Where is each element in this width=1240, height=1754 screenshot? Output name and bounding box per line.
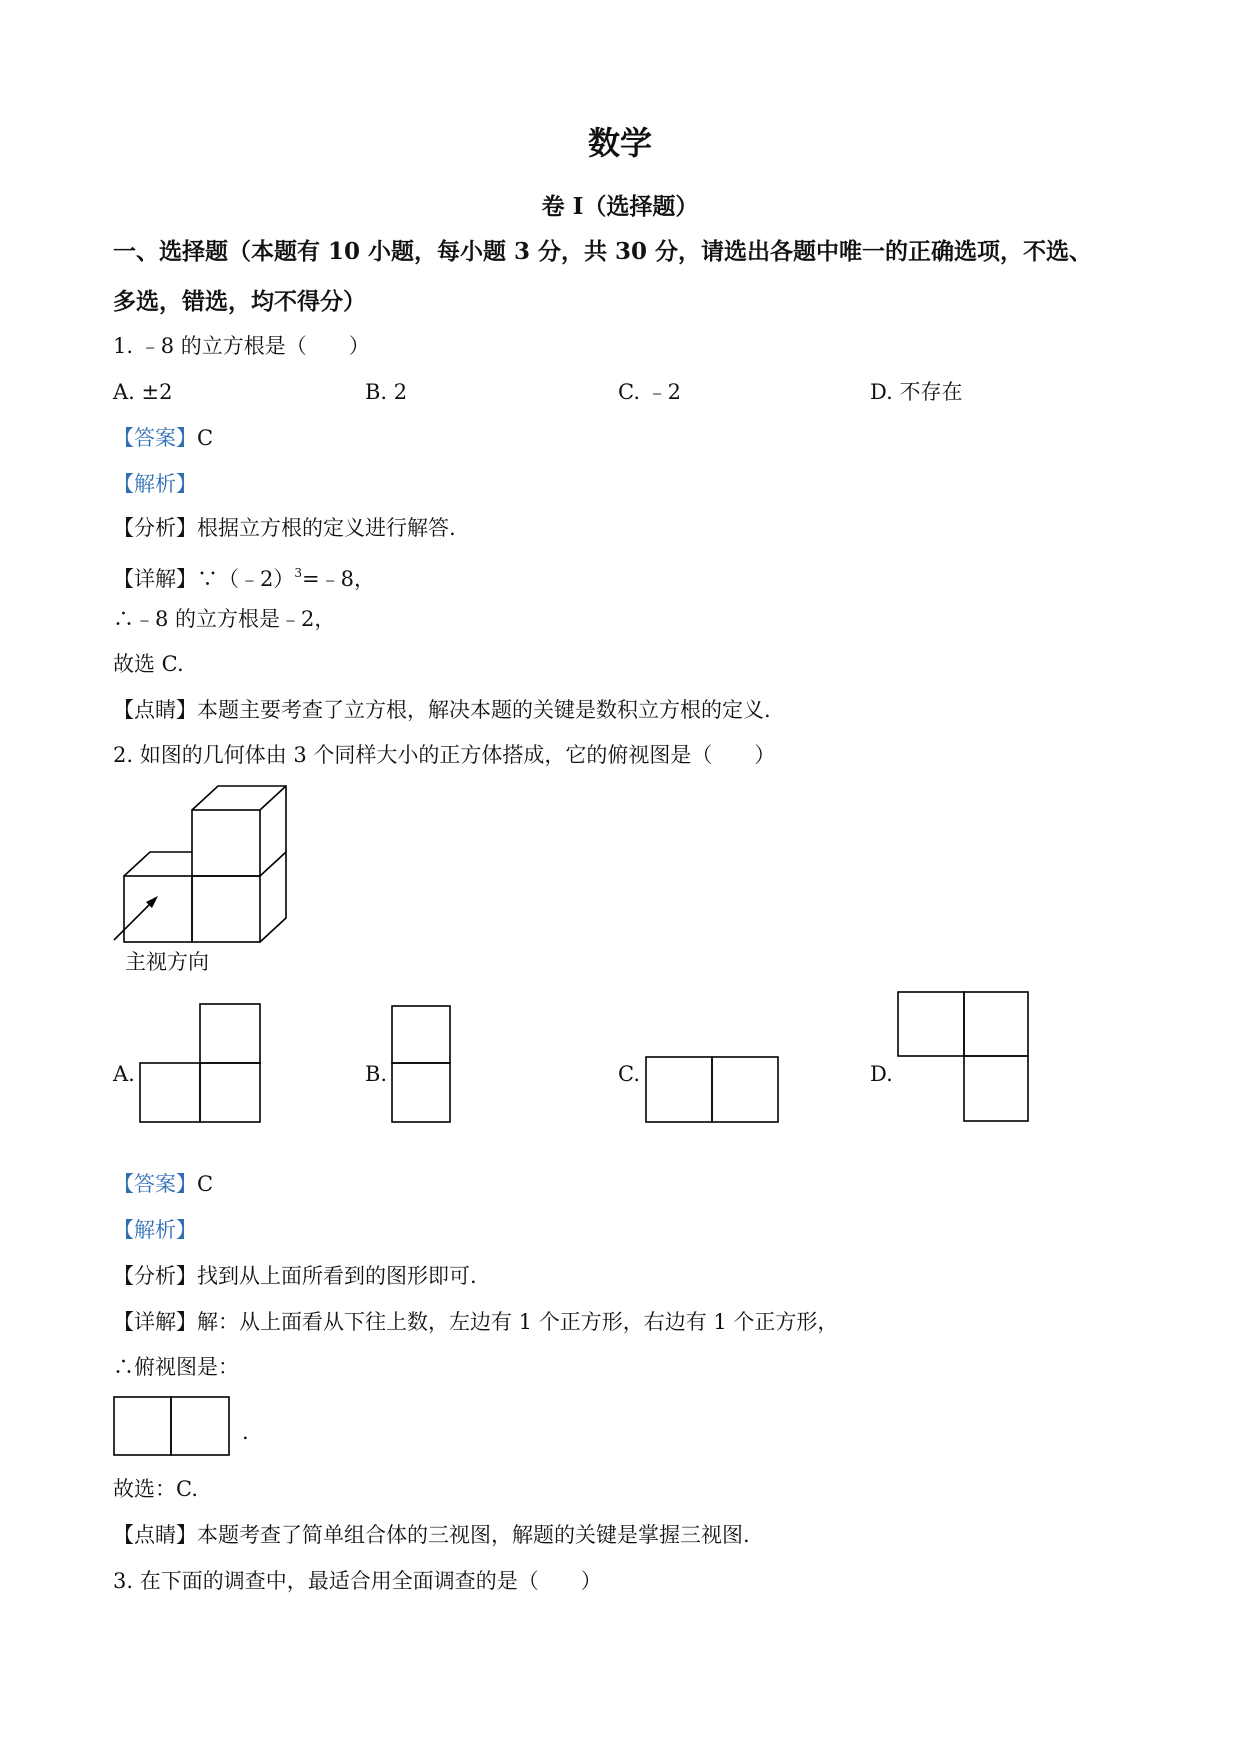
figure-caption: 主视方向 (125, 950, 209, 974)
q2-option-b-figure (390, 1004, 454, 1124)
q2-choose: 故选：C. (113, 1477, 198, 1501)
q1-option-d: D. 不存在 (870, 380, 963, 404)
q2-stem: 2. 如图的几何体由 3 个同样大小的正方体搭成，它的俯视图是（ ） (113, 743, 776, 767)
q2-therefore: ∴俯视图是： (113, 1355, 239, 1379)
section-heading-line1: 一、选择题（本题有 10 小题，每小题 3 分，共 30 分，请选出各题中唯一的正确选项，不选、 (113, 238, 1093, 265)
q1-detail-suffix: =﹣8， (302, 567, 375, 591)
q2-jiexi-label: 【解析】 (113, 1218, 197, 1242)
answer-value: C (197, 426, 214, 450)
q2-top-view-figure (112, 1395, 234, 1459)
answer-value: C (197, 1172, 214, 1196)
q1-jiexi-label: 【解析】 (113, 472, 197, 496)
q1-answer (113, 424, 213, 452)
cube-bottom-left (124, 876, 192, 942)
q2-analysis: 【分析】找到从上面所看到的图形即可. (113, 1264, 477, 1288)
q1-comment: 【点睛】本题主要考查了立方根，解决本题的关键是数积立方根的定义. (113, 698, 771, 722)
cube-top-outline (192, 786, 286, 852)
q2-option-d-figure (896, 990, 1036, 1124)
q2-option-c-figure (644, 1055, 784, 1125)
q1-detail-exponent: 3 (294, 566, 303, 580)
q2-detail: 【详解】解：从上面看从下往上数，左边有 1 个正方形，右边有 1 个正方形， (113, 1310, 839, 1334)
page-title: 数学 (587, 124, 652, 162)
cube-top-front (192, 810, 260, 876)
q2-option-b-label: B. (365, 1062, 388, 1086)
q2-figure-period: . (242, 1420, 249, 1444)
q1-option-c: C. ﹣2 (618, 380, 682, 404)
cube-right-side (260, 852, 286, 942)
section-heading-line2: 多选，错选，均不得分） (113, 288, 366, 315)
cube-stack-figure (108, 780, 298, 960)
q3-stem: 3. 在下面的调查中，最适合用全面调查的是（ ） (113, 1569, 602, 1593)
cube-left-top (124, 852, 192, 876)
answer-label: 【答案】 (113, 426, 197, 450)
q1-choose: 故选 C. (113, 652, 184, 676)
q1-detail-prefix: 【详解】∵（﹣2） (113, 567, 295, 591)
q2-option-a-label: A. (113, 1062, 135, 1086)
q2-comment: 【点睛】本题考查了简单组合体的三视图，解题的关键是掌握三视图. (113, 1523, 750, 1547)
q1-detail (113, 559, 375, 593)
q1-option-b: B. 2 (365, 380, 408, 404)
view-arrow (114, 900, 154, 940)
cube-bottom-right (192, 876, 260, 942)
q2-option-c-label: C. (618, 1062, 640, 1086)
q1-analysis: 【分析】根据立方根的定义进行解答. (113, 516, 456, 540)
q1-option-a: A. ±2 (113, 380, 173, 404)
q1-therefore: ∴﹣8 的立方根是﹣2， (113, 607, 336, 631)
q2-answer (113, 1170, 213, 1198)
paper-subtitle: 卷 I（选择题） (541, 193, 699, 220)
q2-option-a-figure (138, 1002, 264, 1124)
answer-label: 【答案】 (113, 1172, 197, 1196)
q2-option-d-label: D. (870, 1062, 893, 1086)
q1-stem: 1. ﹣8 的立方根是（ ） (113, 334, 370, 358)
